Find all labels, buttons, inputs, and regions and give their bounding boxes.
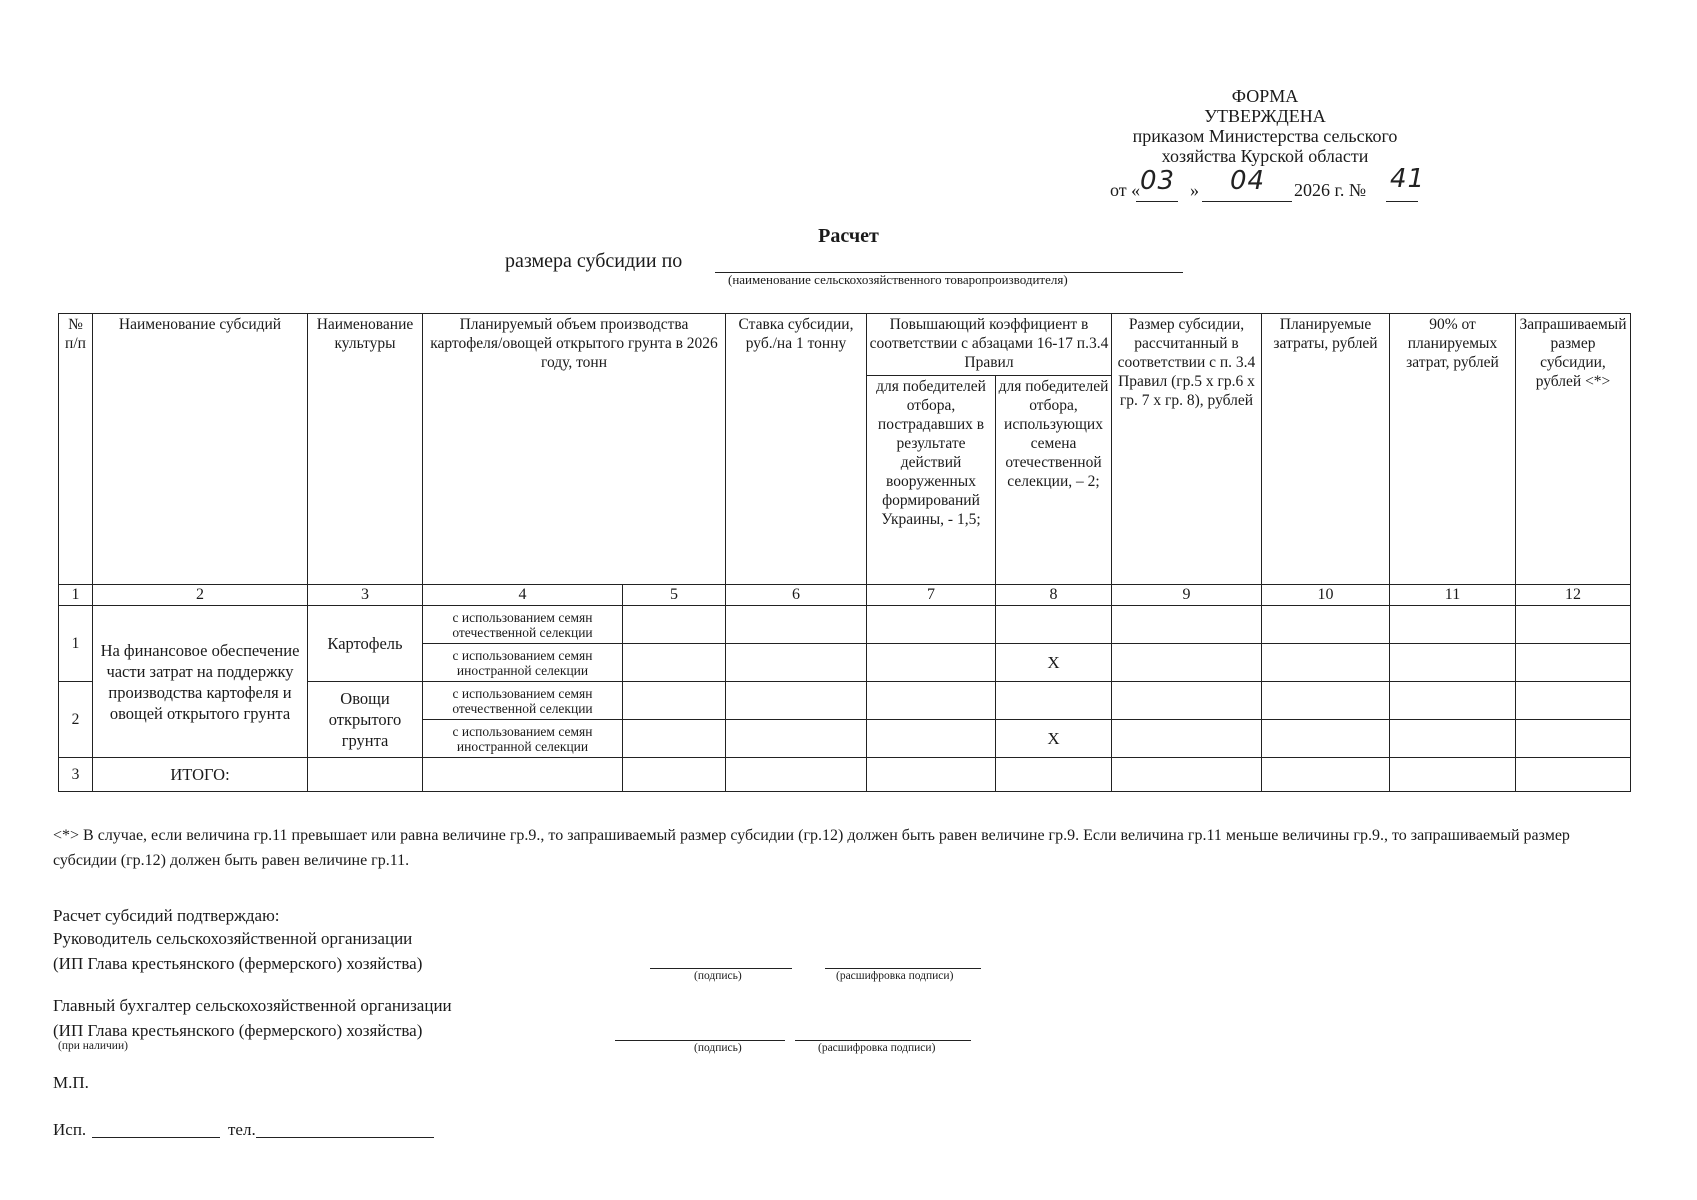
date-prefix: от «	[1110, 180, 1141, 200]
approval-order: приказом Министерства сельского	[1132, 126, 1398, 146]
data-cell	[726, 758, 867, 792]
data-cell	[1516, 720, 1631, 758]
data-cell	[1516, 758, 1631, 792]
document-subtitle: размера субсидии по	[505, 250, 683, 272]
document-title: Расчет	[818, 225, 879, 247]
col-number-7: 7	[867, 585, 996, 606]
col-number-1: 1	[59, 585, 93, 606]
data-cell	[726, 644, 867, 682]
seed-type-cell: с использованием семян иностранной селекции	[423, 644, 623, 682]
subsidy-calculation-table	[58, 313, 1631, 792]
col-number-5: 5	[623, 585, 726, 606]
data-cell	[996, 758, 1112, 792]
confirm-label: Расчет субсидий подтверждаю:	[53, 906, 280, 925]
data-cell	[623, 644, 726, 682]
row-number: 3	[59, 758, 93, 792]
header-ninety-percent: 90% от планируемых затрат, рублей	[1390, 314, 1516, 585]
accountant-decode-line	[795, 1040, 971, 1041]
data-cell	[623, 606, 726, 644]
approval-block	[1090, 86, 1440, 166]
data-cell	[996, 606, 1112, 644]
col-number-12: 12	[1516, 585, 1631, 606]
data-cell	[1390, 682, 1516, 720]
seal-label: М.П.	[53, 1073, 89, 1092]
producer-name-note: (наименование сельскохозяйственного товаропроизводителя)	[728, 272, 1068, 287]
data-cell	[1112, 758, 1262, 792]
date-year: 2026 г. №	[1294, 180, 1367, 200]
x-mark-cell: Х	[996, 644, 1112, 682]
table-row	[59, 606, 1631, 644]
header-coef-victims: для победителей отбора, пострадавших в результате действий вооруженных формирований Украины, - 1,5;	[867, 376, 996, 585]
header-number: № п/п	[59, 314, 93, 585]
header-subsidy-name: Наименование субсидий	[93, 314, 308, 585]
data-cell	[867, 606, 996, 644]
seed-type-cell: с использованием семян иностранной селекции	[423, 720, 623, 758]
accountant-signature-label: (подпись)	[694, 1042, 742, 1054]
footnote: <*> В случае, если величина гр.11 превышает или равна величине гр.9., то запрашиваемый размер субсидии (гр.12) должен быть равен величине гр.9. Если величина гр.11 меньше величины гр.9., то запрашиваемый размер субсидии (гр.12) должен быть равен величине гр.11.	[53, 827, 1570, 869]
data-cell	[1390, 644, 1516, 682]
data-cell	[867, 720, 996, 758]
data-cell	[623, 682, 726, 720]
col-number-10: 10	[1262, 585, 1390, 606]
header-coefficient: Повышающий коэффициент в соответствии с абзацами 16-17 п.3.4 Правил	[867, 314, 1112, 376]
data-cell	[867, 644, 996, 682]
row-number: 2	[59, 682, 93, 758]
total-row	[59, 758, 1631, 792]
data-cell	[1112, 644, 1262, 682]
col-number-3: 3	[308, 585, 423, 606]
accountant-decode-label: (расшифровка подписи)	[818, 1042, 936, 1054]
data-cell	[726, 682, 867, 720]
approval-approved: УТВЕРЖДЕНА	[1204, 106, 1326, 126]
date-mid: »	[1190, 180, 1199, 200]
phone-label: тел.	[228, 1120, 256, 1139]
col-number-11: 11	[1390, 585, 1516, 606]
data-cell	[1390, 758, 1516, 792]
data-cell	[1112, 682, 1262, 720]
data-cell	[1516, 606, 1631, 644]
x-mark-cell: Х	[996, 720, 1112, 758]
accountant-title-line2: (ИП Глава крестьянского (фермерского) хозяйства)	[53, 1021, 423, 1040]
handwritten-number: 41	[1390, 164, 1426, 194]
data-cell	[623, 758, 726, 792]
data-cell	[1262, 758, 1390, 792]
crop-cell: Картофель	[308, 606, 423, 682]
head-signature-label: (подпись)	[694, 970, 742, 982]
handwritten-day: 03	[1140, 166, 1176, 196]
header-coef-domestic-seeds: для победителей отбора, использующих семена отечественной селекции, – 2;	[996, 376, 1112, 585]
header-requested-subsidy: Запрашиваемый размер субсидии, рублей <*>	[1516, 314, 1631, 585]
data-cell	[423, 758, 623, 792]
header-rate: Ставка субсидии, руб./на 1 тонну	[726, 314, 867, 585]
executor-label: Исп.	[53, 1120, 87, 1139]
header-planned-volume: Планируемый объем производства картофеля/овощей открытого грунта в 2026 году, тонн	[423, 314, 726, 585]
subsidy-name-cell: На финансовое обеспечение части затрат на поддержку производства картофеля и овощей открытого грунта	[93, 606, 308, 758]
data-cell	[1112, 606, 1262, 644]
data-cell	[1262, 644, 1390, 682]
head-decode-line	[825, 968, 981, 969]
day-underline	[1136, 201, 1178, 202]
data-cell	[867, 682, 996, 720]
head-signature-line	[650, 968, 792, 969]
data-cell	[623, 720, 726, 758]
col-number-9: 9	[1112, 585, 1262, 606]
head-title-line1: Руководитель сельскохозяйственной организации	[53, 929, 413, 948]
approval-form: ФОРМА	[1231, 86, 1299, 106]
executor-line	[92, 1137, 220, 1138]
data-cell	[726, 720, 867, 758]
data-cell	[1262, 682, 1390, 720]
data-cell	[1516, 644, 1631, 682]
data-cell	[1516, 682, 1631, 720]
accountant-title-line1: Главный бухгалтер сельскохозяйственной организации	[53, 996, 452, 1015]
number-underline	[1386, 201, 1418, 202]
col-number-6: 6	[726, 585, 867, 606]
data-cell	[726, 606, 867, 644]
data-cell	[867, 758, 996, 792]
seed-type-cell: с использованием семян отечественной селекции	[423, 606, 623, 644]
header-calculated-subsidy: Размер субсидии, рассчитанный в соответствии с п. 3.4 Правил (гр.5 х гр.6 х гр. 7 х гр. 8), рублей	[1112, 314, 1262, 585]
row-number: 1	[59, 606, 93, 682]
data-cell	[1390, 720, 1516, 758]
accountant-signature-line	[615, 1040, 785, 1041]
data-cell	[1112, 720, 1262, 758]
approval-ministry: хозяйства Курской области	[1161, 146, 1369, 166]
col-number-8: 8	[996, 585, 1112, 606]
head-title-line2: (ИП Глава крестьянского (фермерского) хозяйства)	[53, 954, 423, 973]
seed-type-cell: с использованием семян отечественной селекции	[423, 682, 623, 720]
header-crop: Наименование культуры	[308, 314, 423, 585]
if-any-label: (при наличии)	[58, 1040, 128, 1052]
data-cell	[308, 758, 423, 792]
crop-cell: Овощи открытого грунта	[308, 682, 423, 758]
handwritten-month: 04	[1230, 166, 1266, 196]
phone-line	[256, 1137, 434, 1138]
data-cell	[1262, 606, 1390, 644]
data-cell	[1262, 720, 1390, 758]
total-label: ИТОГО:	[93, 758, 308, 792]
data-cell	[996, 682, 1112, 720]
col-number-2: 2	[93, 585, 308, 606]
col-number-4: 4	[423, 585, 623, 606]
data-cell	[1390, 606, 1516, 644]
head-decode-label: (расшифровка подписи)	[836, 970, 954, 982]
header-planned-costs: Планируемые затраты, рублей	[1262, 314, 1390, 585]
month-underline	[1202, 201, 1292, 202]
